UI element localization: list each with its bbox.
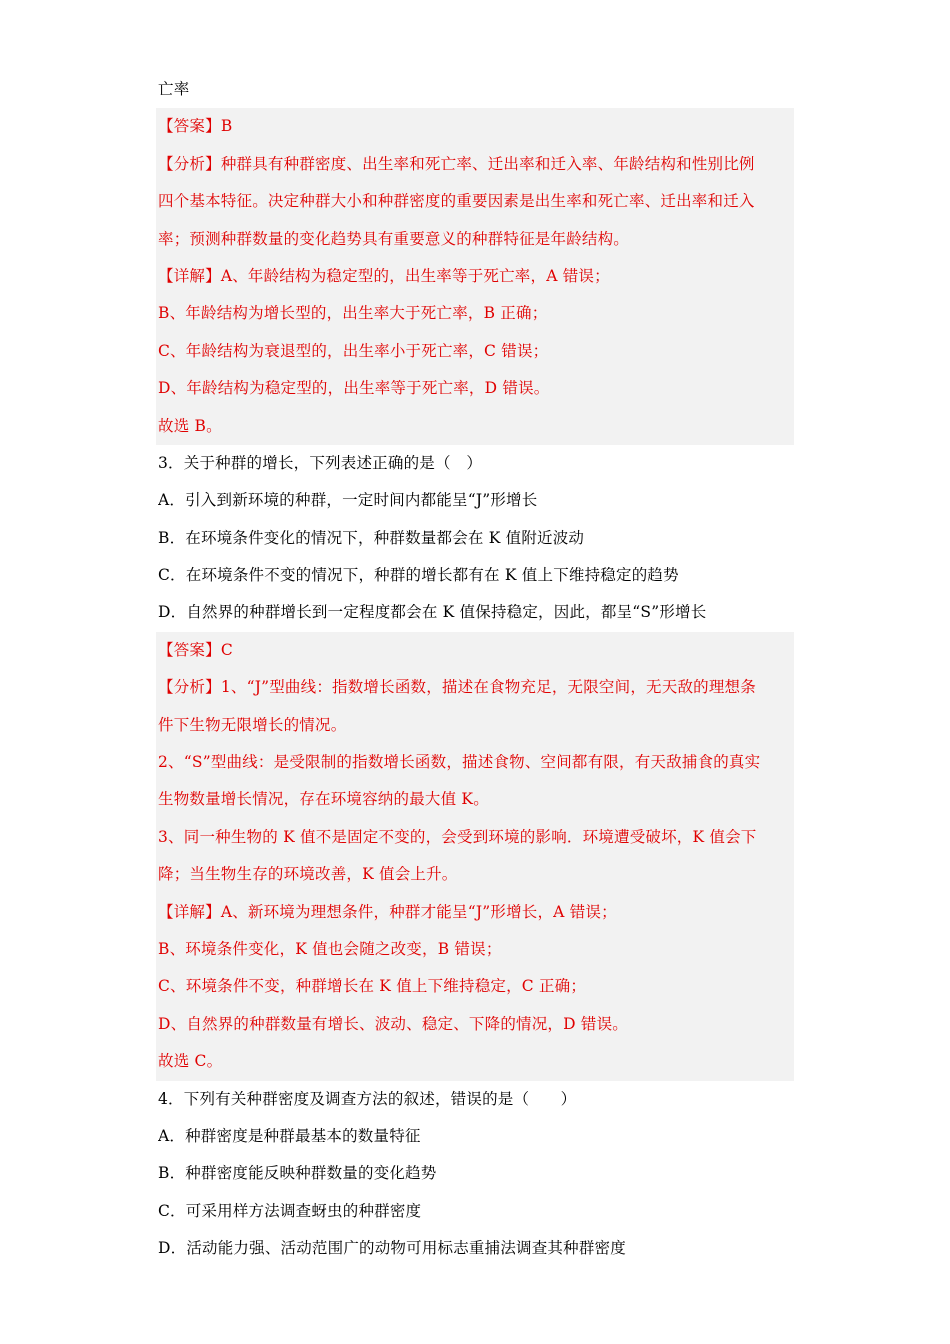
q2-detail-line: B、年龄结构为增长型的，出生率大于死亡率，B 正确； xyxy=(158,304,548,323)
detail-tag: 【详解】 xyxy=(158,266,221,285)
q2-detail-line: C、年龄结构为衰退型的，出生率小于死亡率，C 错误； xyxy=(158,341,549,360)
analysis-text: 种群具有种群密度、出生率和死亡率、迁出率和迁入率、年龄结构和性别比例 xyxy=(220,154,755,173)
q2-conclusion: 故选 B。 xyxy=(158,416,222,435)
q3-detail-line xyxy=(158,894,794,931)
q2-answer xyxy=(158,108,794,145)
q3-option-d: D．自然界的种群增长到一定程度都会在 K 值保持稳定，因此，都呈“S”形增长 xyxy=(158,603,707,622)
answer-value: C xyxy=(220,640,233,659)
q3-analysis-line: 3、同一种生物的 K 值不是固定不变的，会受到环境的影响．环境遭受破坏，K 值会下 xyxy=(158,827,757,846)
page-content xyxy=(158,71,792,1268)
analysis-text: 1、“J”型曲线：指数增长函数，描述在食物充足，无限空间，无天敌的理想条 xyxy=(220,678,756,697)
q2-analysis-line xyxy=(158,146,794,183)
analysis-tag: 【分析】 xyxy=(158,154,221,173)
q3-solution-block xyxy=(156,632,794,1081)
q2-option-tail: 亡率 xyxy=(158,80,190,98)
q3-detail-line: B、环境条件变化，K 值也会随之改变，B 错误； xyxy=(158,939,502,958)
q3-analysis-line: 件下生物无限增长的情况。 xyxy=(158,715,347,734)
q4-option-a: A．种群密度是种群最基本的数量特征 xyxy=(158,1126,421,1145)
detail-text: A、新环境为理想条件，种群才能呈“J”形增长，A 错误； xyxy=(220,902,617,921)
answer-tag: 【答案】 xyxy=(158,117,221,136)
q2-analysis-line: 四个基本特征。决定种群大小和种群密度的重要因素是出生率和死亡率、迁出率和迁入 xyxy=(158,192,755,211)
q3-stem: 3．关于种群的增长，下列表述正确的是（ ） xyxy=(158,453,483,472)
q4-option-c: C．可采用样方法调查蚜虫的种群密度 xyxy=(158,1201,422,1220)
q3-detail-line: C、环境条件不变，种群增长在 K 值上下维持稳定，C 正确； xyxy=(158,977,587,996)
q3-analysis-line: 生物数量增长情况，存在环境容纳的最大值 K。 xyxy=(158,790,489,809)
q3-option-a: A．引入到新环境的种群，一定时间内都能呈“J”形增长 xyxy=(158,491,538,510)
q4-option-d: D．活动能力强、活动范围广的动物可用标志重捕法调查其种群密度 xyxy=(158,1239,626,1258)
q4-stem: 4．下列有关种群密度及调查方法的叙述，错误的是（ ） xyxy=(158,1089,577,1108)
answer-value: B xyxy=(220,117,233,136)
q2-detail-line xyxy=(158,258,794,295)
q2-analysis-line: 率；预测种群数量的变化趋势具有重要意义的种群特征是年龄结构。 xyxy=(158,229,630,248)
q3-option-c: C．在环境条件不变的情况下，种群的增长都有在 K 值上下维持稳定的趋势 xyxy=(158,566,679,585)
detail-tag: 【详解】 xyxy=(158,902,221,921)
q3-analysis-line: 2、“S”型曲线：是受限制的指数增长函数，描述食物、空间都有限，有天敌捕食的真实 xyxy=(158,753,761,772)
q4-option-b: B．种群密度能反映种群数量的变化趋势 xyxy=(158,1164,437,1183)
q3-option-b: B．在环境条件变化的情况下，种群数量都会在 K 值附近波动 xyxy=(158,528,585,547)
q3-conclusion: 故选 C。 xyxy=(158,1052,223,1071)
q2-solution-block xyxy=(156,108,794,445)
q3-analysis-line: 降；当生物生存的环境改善，K 值会上升。 xyxy=(158,865,458,884)
q3-detail-line: D、自然界的种群数量有增长、波动、稳定、下降的情况，D 错误。 xyxy=(158,1014,628,1033)
analysis-tag: 【分析】 xyxy=(158,678,221,697)
answer-tag: 【答案】 xyxy=(158,640,221,659)
q3-analysis-line xyxy=(158,669,794,706)
q2-detail-line: D、年龄结构为稳定型的，出生率等于死亡率，D 错误。 xyxy=(158,379,550,398)
detail-text: A、年龄结构为稳定型的，出生率等于死亡率，A 错误； xyxy=(220,266,610,285)
q3-answer xyxy=(158,632,794,669)
